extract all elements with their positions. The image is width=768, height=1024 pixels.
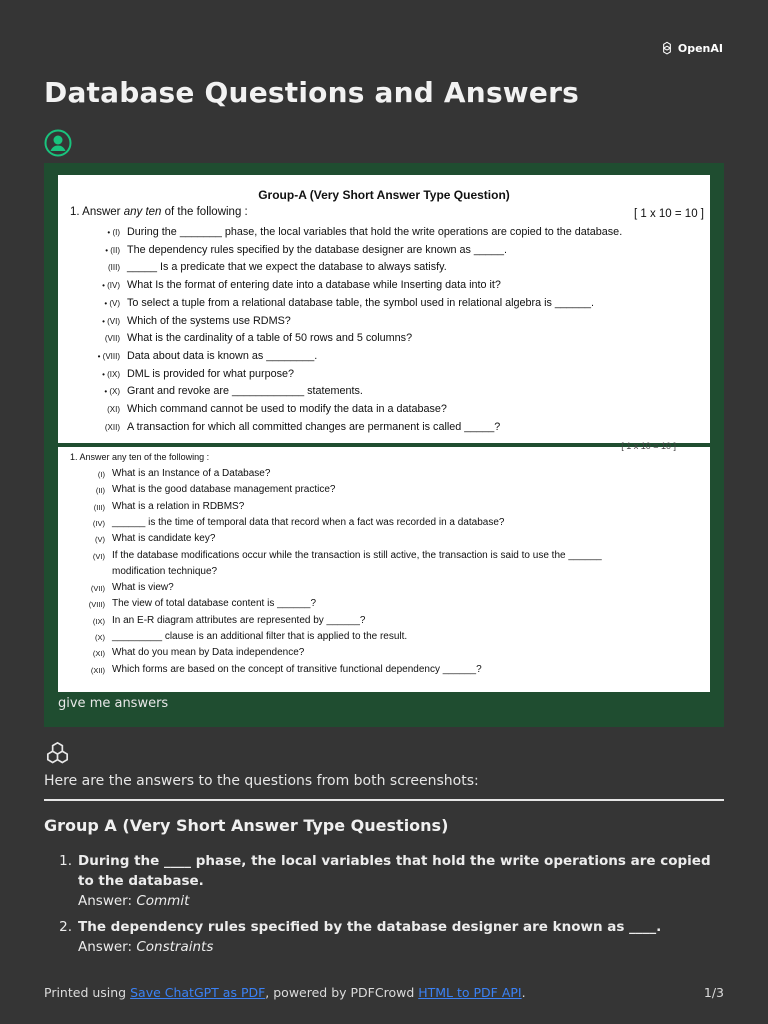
question-number: (II) xyxy=(95,486,105,496)
question-number: (VII) xyxy=(104,334,120,344)
section-heading: Group A (Very Short Answer Type Questions) xyxy=(44,816,449,835)
answer-item xyxy=(44,917,724,957)
question-text: In an E-R diagram attributes are represented by ______? xyxy=(112,614,366,626)
screenshot-question xyxy=(70,385,702,397)
question-number: • (IV) xyxy=(102,281,120,291)
question-number: (VII) xyxy=(90,584,105,594)
question-text: The dependency rules specified by the database designer are known as _____. xyxy=(127,243,507,256)
question-text: Which of the systems use RDMS? xyxy=(127,314,291,327)
question-text: What is view? xyxy=(112,582,174,594)
screenshot-question xyxy=(70,550,702,561)
question-number: (VIII) xyxy=(88,600,105,610)
question-text: Which command cannot be used to modify the data in a database? xyxy=(127,403,447,415)
screenshot-question xyxy=(70,582,702,593)
question-text: What is an Instance of a Database? xyxy=(112,468,271,479)
question-text: Grant and revoke are ____________ statements. xyxy=(127,385,363,398)
page-title: Database Questions and Answers xyxy=(44,76,579,109)
divider xyxy=(44,799,724,801)
answer-item xyxy=(44,851,724,911)
question-number: (IX) xyxy=(92,616,105,626)
question-text: What is the good database management practice? xyxy=(112,484,336,496)
answer-question: During the ____ phase, the local variables that hold the write operations are copied to the database. xyxy=(78,853,711,889)
html-to-pdf-link[interactable]: HTML to PDF API xyxy=(418,985,522,1000)
question-number xyxy=(70,566,112,577)
screenshot-question xyxy=(70,647,702,658)
response-intro: Here are the answers to the questions from both screenshots: xyxy=(44,773,479,789)
user-message-text: give me answers xyxy=(58,696,169,711)
question-number: (XI) xyxy=(107,405,120,414)
screenshot-question xyxy=(70,332,702,344)
answer-question: The dependency rules specified by the database designer are known as ____. xyxy=(78,919,662,935)
question-text: If the database modifications occur while the transaction is still active, the transaction is said to use the ______ xyxy=(112,549,602,561)
screenshot-question xyxy=(70,468,702,479)
question-number: (IV) xyxy=(92,518,105,528)
question-number: • (VI) xyxy=(102,316,120,326)
question-number: (I) xyxy=(97,470,105,479)
openai-brand xyxy=(659,40,723,56)
answer-number: 2. xyxy=(59,919,72,935)
question-text: _________ clause is an additional filter that is applied to the result. xyxy=(112,631,408,642)
screenshot-question xyxy=(70,501,702,512)
screenshot-question xyxy=(70,517,702,528)
screenshot-marks: [ 1 x 10 = 10 ] xyxy=(633,208,704,220)
user-icon xyxy=(44,129,72,157)
question-text: Data about data is known as ________. xyxy=(127,349,318,362)
screenshot-intro: 1. Answer any ten of the following : xyxy=(70,206,248,218)
question-text: What Is the format of entering date into a database while Inserting data into it? xyxy=(127,279,501,292)
screenshot-question xyxy=(70,533,702,544)
question-text: DML is provided for what purpose? xyxy=(127,367,295,380)
question-text: modification technique? xyxy=(112,565,218,577)
screenshot-question xyxy=(70,350,702,362)
screenshot-question xyxy=(70,261,702,273)
question-number: (XII) xyxy=(90,665,105,675)
screenshot-question xyxy=(70,631,702,642)
question-text: To select a tuple from a relational database table, the symbol used in relational algebra is ______. xyxy=(127,296,594,309)
question-text: ______ is the time of temporal data that record when a fact was recorded in a database? xyxy=(112,516,505,528)
screenshot-question xyxy=(70,368,702,380)
save-chatgpt-link[interactable]: Save ChatGPT as PDF xyxy=(130,985,266,1000)
screenshot-question xyxy=(70,226,702,238)
screenshot-question xyxy=(70,615,702,626)
attached-screenshot-1[interactable] xyxy=(58,175,710,443)
screenshot-question xyxy=(70,566,702,577)
question-text: During the _______ phase, the local variables that hold the write operations are copied to the database. xyxy=(127,226,623,238)
question-text: The view of total database content is ______? xyxy=(112,598,317,610)
question-number: (V) xyxy=(95,535,105,545)
question-number: • (I) xyxy=(107,228,120,237)
question-number: • (X) xyxy=(104,387,120,397)
brand-name: OpenAI xyxy=(677,41,723,55)
question-text: What is candidate key? xyxy=(112,533,216,545)
screenshot-question xyxy=(70,297,702,309)
screenshot-question xyxy=(70,315,702,327)
screenshot-question xyxy=(70,279,702,291)
page-number: 1/3 xyxy=(703,985,724,1000)
question-number: • (IX) xyxy=(102,369,120,379)
user-message-bubble xyxy=(44,163,724,727)
answer-text: Answer: Commit xyxy=(78,893,190,909)
question-number: (XII) xyxy=(104,422,120,432)
answer-number: 1. xyxy=(59,853,72,869)
question-number: (VI) xyxy=(92,551,105,561)
question-number: (XI) xyxy=(92,649,105,659)
question-text: What do you mean by Data independence? xyxy=(112,647,305,659)
question-text: What is the cardinality of a table of 50 rows and 5 columns? xyxy=(127,332,413,345)
question-number: • (V) xyxy=(104,298,120,308)
question-number: (III) xyxy=(93,502,105,512)
screenshot-question xyxy=(70,244,702,256)
screenshot-heading: Group-A (Very Short Answer Type Question) xyxy=(258,188,510,202)
screenshot-question xyxy=(70,598,702,609)
screenshot-cut-text: [ 1 x 10 = 10 ] xyxy=(621,441,676,451)
screenshot-question xyxy=(70,484,702,495)
attached-screenshot-2[interactable] xyxy=(58,441,710,692)
screenshot-intro: 1. Answer any ten of the following : xyxy=(70,452,210,462)
question-number: • (II) xyxy=(105,245,120,255)
answer-text: Answer: Constraints xyxy=(78,939,214,955)
question-number: (X) xyxy=(95,633,105,642)
question-text: _____ Is a predicate that we expect the database to always satisfy. xyxy=(127,261,447,274)
question-text: What is a relation in RDBMS? xyxy=(112,500,245,512)
question-number: (III) xyxy=(108,263,120,273)
screenshot-question xyxy=(70,421,702,433)
openai-logo-icon xyxy=(659,40,675,56)
chatgpt-icon xyxy=(44,740,71,767)
answers-list xyxy=(44,851,724,963)
screenshot-question xyxy=(70,403,702,415)
question-number: • (VIII) xyxy=(97,351,120,361)
screenshot-question xyxy=(70,664,702,675)
question-text: Which forms are based on the concept of transitive functional dependency ______? xyxy=(112,663,482,675)
print-footer: Printed using Save ChatGPT as PDF, powered by PDFCrowd HTML to PDF API. xyxy=(44,985,526,1000)
question-text: A transaction for which all committed changes are permanent is called _____? xyxy=(127,420,501,433)
